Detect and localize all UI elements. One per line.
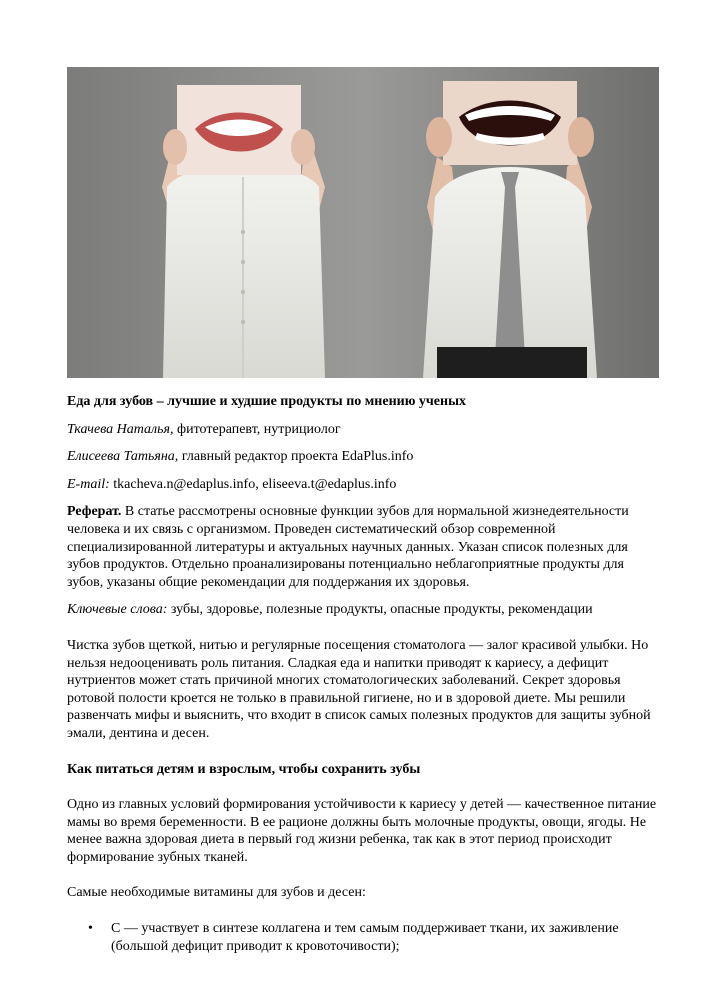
man-figure [423, 81, 597, 378]
photo-illustration [67, 67, 659, 378]
email-label: E-mail: [67, 476, 110, 492]
keywords-text: зубы, здоровье, полезные продукты, опасные продукты, рекомендации [167, 602, 593, 618]
hero-photo [67, 67, 659, 378]
author-1-name: Ткачева Наталья, [67, 421, 174, 437]
section-heading: Как питаться детям и взрослым, чтобы сохранить зубы [67, 761, 421, 777]
keywords [67, 601, 661, 619]
author-1-role: фитотерапевт, нутрициолог [173, 421, 341, 437]
abstract-label: Реферат. [67, 504, 122, 520]
woman-figure [162, 85, 325, 378]
list-item: • С — участвует в синтезе коллагена и тем самым поддерживает ткани, их заживление (большой дефицит приводит к кровоточивости); [111, 920, 661, 955]
author-2-name: Елисеева Татьяна, [67, 449, 179, 465]
author-1 [67, 421, 661, 439]
author-2 [67, 448, 661, 466]
email-line [67, 476, 661, 494]
section-paragraph: Одно из главных условий формирования устойчивости к кариесу у детей — качественное питание мамы во время беременности. В ее рационе должны быть молочные продукты, овощи, ягоды. Не менее важна здоровая диета в первый год жизни ребенка, так как в этот период происходит формирование зубных тканей. [67, 797, 657, 865]
abstract [67, 503, 661, 591]
vitamins-intro: Самые необходимые витамины для зубов и десен: [67, 885, 366, 901]
abstract-text: В статье рассмотрены основные функции зубов для нормальной жизнедеятельности человека и их связь с организмом. Проведен систематический обзор современной специализированной литературы и актуальных научных данных. Указан список полезных для зубов продуктов. Отдельно проанализированы потенциально неблагоприятные продукты для зубов, указаны общие рекомендации для поддержания их здоровья. [67, 504, 629, 590]
keywords-label: Ключевые слова: [67, 602, 168, 618]
article-title: Еда для зубов – лучшие и худшие продукты по мнению ученых [67, 394, 467, 409]
email-value: tkacheva.n@edaplus.info, eliseeva.t@edaplus.info [109, 476, 397, 492]
intro-paragraph: Чистка зубов щеткой, нитью и регулярные посещения стоматолога — залог красивой улыбки. Но нельзя недооценивать роль питания. Сладкая еда и напитки приводят к кариесу, а дефицит нутриентов может стать причиной многих стоматологических заболеваний. Секрет здоровья ротовой полости кроется не только в правильной гигиене, но и в здоровой диете. Мы решили развенчать мифы и выяснить, что входит в список самых полезных продуктов для защиты зубной эмали, дентина и десен. [67, 637, 651, 741]
article-body [67, 393, 661, 955]
vitamins-list [67, 920, 661, 955]
author-2-role: главный редактор проекта EdaPlus.info [178, 449, 414, 465]
